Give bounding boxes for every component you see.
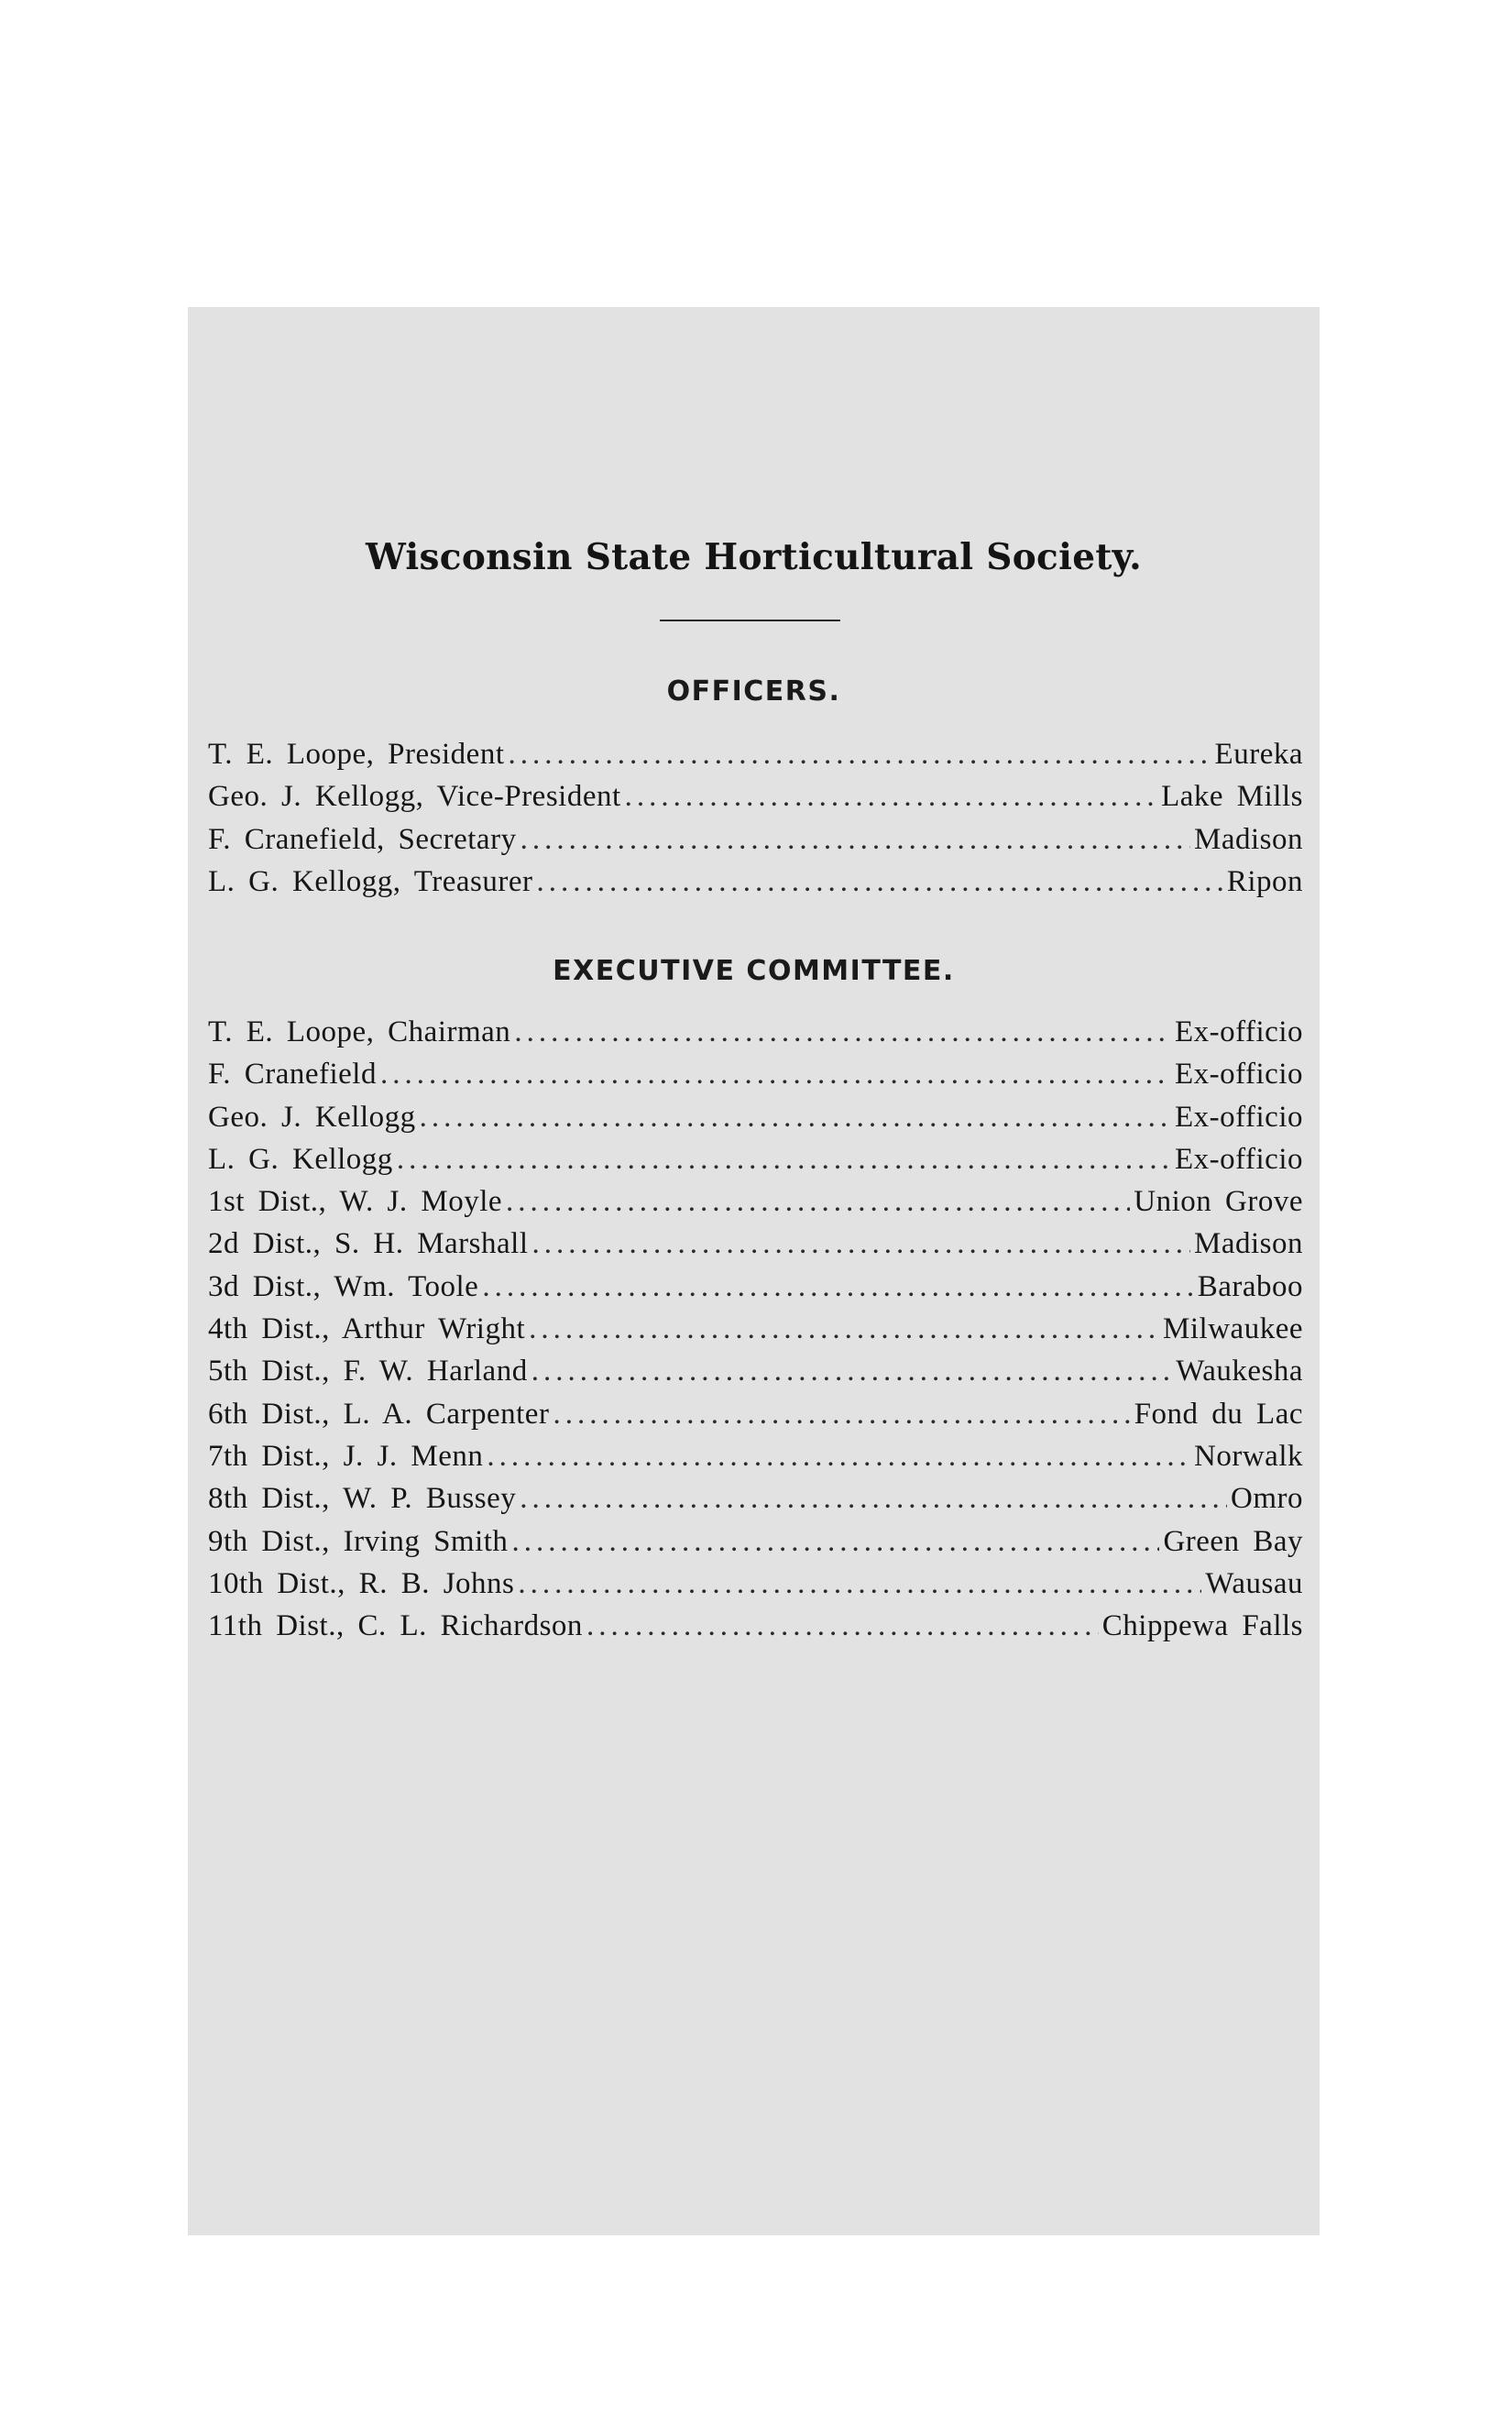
member-place: Ex-officio xyxy=(1174,1100,1303,1134)
leader-dots xyxy=(509,738,1211,772)
member-name: 1st Dist., W. J. Moyle xyxy=(208,1185,503,1219)
document-title: Wisconsin State Horticultural Society. xyxy=(365,536,1143,578)
leader-dots xyxy=(380,1058,1171,1092)
member-place: Ex-officio xyxy=(1174,1142,1303,1176)
member-name: 4th Dist., Arthur Wright xyxy=(208,1312,526,1346)
leader-dots xyxy=(536,865,1222,899)
committee-entry xyxy=(208,1058,1303,1100)
officers-heading: OFFICERS. xyxy=(666,675,841,708)
leader-dots xyxy=(520,823,1190,857)
officer-place: Lake Mills xyxy=(1161,780,1303,814)
officer-entry xyxy=(208,823,1303,865)
member-name: 2d Dist., S. H. Marshall xyxy=(208,1227,529,1261)
member-place: Omro xyxy=(1231,1482,1303,1516)
title-divider xyxy=(660,620,840,621)
member-place: Madison xyxy=(1194,1227,1303,1261)
member-name: 5th Dist., F. W. Harland xyxy=(208,1355,528,1388)
member-name: L. G. Kellogg xyxy=(208,1142,393,1176)
leader-dots xyxy=(482,1270,1193,1304)
leader-dots xyxy=(520,1482,1227,1516)
officer-entry xyxy=(208,738,1303,780)
member-place: Baraboo xyxy=(1197,1269,1303,1303)
member-place: Norwalk xyxy=(1194,1439,1303,1473)
committee-entry xyxy=(208,1101,1303,1143)
member-place: Ex-officio xyxy=(1174,1015,1303,1048)
member-place: Wausau xyxy=(1205,1566,1303,1600)
leader-dots xyxy=(553,1398,1130,1432)
leader-dots xyxy=(511,1525,1159,1559)
committee-entry xyxy=(208,1567,1303,1609)
committee-entry xyxy=(208,1143,1303,1185)
committee-entry xyxy=(208,1312,1303,1355)
committee-entry xyxy=(208,1482,1303,1524)
committee-entry xyxy=(208,1270,1303,1312)
member-place: Milwaukee xyxy=(1163,1312,1303,1346)
officer-name: F. Cranefield, Secretary xyxy=(208,822,517,856)
member-place: Chippewa Falls xyxy=(1101,1609,1303,1643)
committee-entry xyxy=(208,1227,1303,1269)
member-place: Union Grove xyxy=(1134,1185,1303,1219)
leader-dots xyxy=(532,1227,1191,1261)
officer-name: L. G. Kellogg, Treasurer xyxy=(208,864,533,898)
member-name: 6th Dist., L. A. Carpenter xyxy=(208,1397,550,1431)
committee-entry xyxy=(208,1525,1303,1567)
committee-entry xyxy=(208,1185,1303,1227)
leader-dots xyxy=(397,1143,1171,1177)
member-place: Waukesha xyxy=(1176,1355,1303,1388)
member-place: Fond du Lac xyxy=(1134,1397,1303,1431)
executive-committee-list xyxy=(208,1015,1303,1651)
member-name: 7th Dist., J. J. Menn xyxy=(208,1439,484,1473)
member-name: 10th Dist., R. B. Johns xyxy=(208,1566,515,1600)
committee-entry xyxy=(208,1398,1303,1440)
leader-dots xyxy=(518,1567,1201,1601)
leader-dots xyxy=(487,1440,1190,1474)
officer-place: Eureka xyxy=(1214,738,1303,771)
member-place: Ex-officio xyxy=(1174,1058,1303,1092)
leader-dots xyxy=(506,1185,1130,1219)
member-name: 3d Dist., Wm. Toole xyxy=(208,1269,479,1303)
member-name: 8th Dist., W. P. Bussey xyxy=(208,1482,517,1516)
leader-dots xyxy=(514,1015,1171,1049)
member-place: Green Bay xyxy=(1163,1524,1303,1558)
member-name: 11th Dist., C. L. Richardson xyxy=(208,1609,583,1643)
leader-dots xyxy=(529,1312,1159,1346)
member-name: Geo. J. Kellogg xyxy=(208,1100,416,1134)
leader-dots xyxy=(586,1609,1099,1643)
member-name: F. Cranefield xyxy=(208,1058,377,1092)
committee-entry xyxy=(208,1609,1303,1651)
officer-entry xyxy=(208,780,1303,822)
officer-name: Geo. J. Kellogg, Vice-President xyxy=(208,780,621,814)
officers-list xyxy=(208,738,1303,907)
committee-entry xyxy=(208,1355,1303,1397)
officer-place: Ripon xyxy=(1226,864,1303,898)
leader-dots xyxy=(625,780,1157,814)
officer-name: T. E. Loope, President xyxy=(208,738,505,771)
officer-entry xyxy=(208,865,1303,907)
member-name: T. E. Loope, Chairman xyxy=(208,1015,511,1048)
executive-committee-heading: EXECUTIVE COMMITTEE. xyxy=(553,955,955,987)
leader-dots xyxy=(420,1101,1171,1135)
officer-place: Madison xyxy=(1194,822,1303,856)
leader-dots xyxy=(531,1355,1173,1388)
member-name: 9th Dist., Irving Smith xyxy=(208,1524,509,1558)
committee-entry xyxy=(208,1015,1303,1058)
committee-entry xyxy=(208,1440,1303,1482)
document-page xyxy=(188,307,1320,2235)
